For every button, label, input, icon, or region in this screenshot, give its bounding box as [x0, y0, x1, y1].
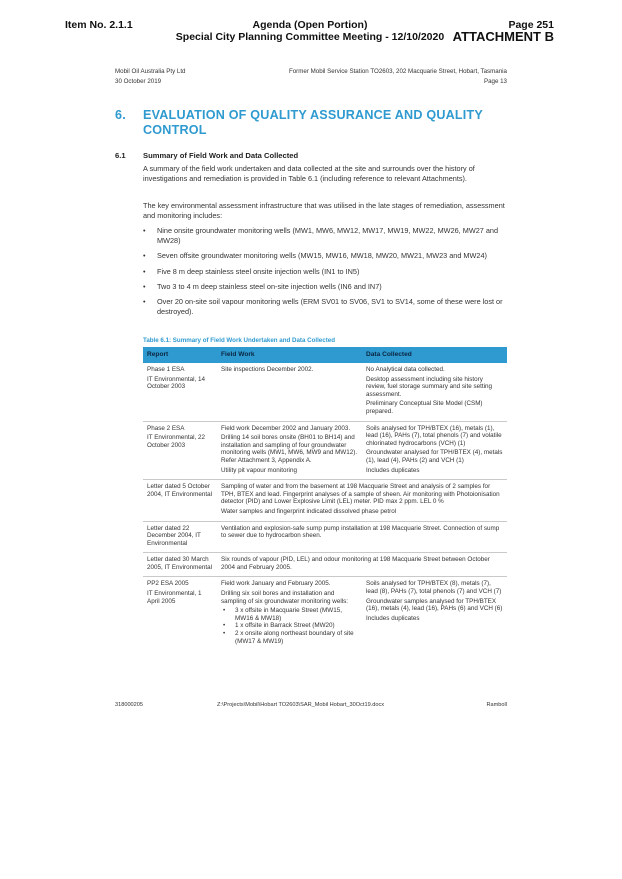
- list-item: • Nine onsite groundwater monitoring wells (MW1, MW6, MW12, MW17, MW19, MW22, MW26, MW27 and MW28): [143, 226, 499, 246]
- table-row: [143, 480, 507, 521]
- report-cell: Phase 2 ESA IT Environmental, 22 October 2003: [143, 421, 217, 480]
- header-report: Report: [143, 347, 217, 363]
- bullet-marker: •: [143, 266, 146, 276]
- section-title-line-1: EVALUATION OF QUALITY ASSURANCE AND QUALITY: [143, 108, 484, 122]
- infrastructure-paragraph: The key environmental assessment infrastructure that was utilised in the late stages of remediation, assessment and monitoring includes:: [143, 201, 505, 221]
- agenda-heading: [150, 19, 470, 43]
- data-collected-cell: No Analytical data collected. Desktop assessment including site history review, fuel storage summary and site setting assessment. Preliminary Conceptual Site Model (CSM) prepared.: [362, 363, 507, 421]
- list-item: • 2 x onsite along northeast boundary of site (MW17 & MW19): [231, 630, 358, 645]
- field-work-cell: Site inspections December 2002.: [217, 363, 362, 421]
- table-row: [143, 521, 507, 553]
- list-item: • 1 x offsite in Barrack Street (MW20): [231, 622, 358, 630]
- doc-meta-left: [115, 67, 186, 87]
- report-cell: Letter dated 22 December 2004, IT Environmental: [143, 521, 217, 553]
- footer-file-path: Z:\Projects\Mobil\Hobart TO2603\SAR_Mobil Hobart_30Oct19.docx: [217, 702, 385, 708]
- header-data-collected: Data Collected: [362, 347, 507, 363]
- infrastructure-list: [143, 226, 513, 322]
- intro-paragraph: A summary of the field work undertaken and data collected at the site and surrounds over the history of investigations and remediation is provided in Table 6.1 (including reference to relevant Attachments).: [143, 164, 475, 184]
- summary-table: [143, 347, 507, 648]
- doc-meta-right: [289, 67, 507, 87]
- agenda-line-2: Special City Planning Committee Meeting - 12/10/2020: [175, 31, 445, 43]
- field-work-cell: Ventilation and explosion-safe sump pump installation at 198 Macquarie Street. Connection of sump to sewer due to hydrocarbon sheen.: [217, 521, 507, 553]
- table-row: [143, 363, 507, 421]
- bullet-marker: •: [143, 281, 146, 291]
- page-attachment: [453, 19, 554, 43]
- bullet-marker: •: [143, 226, 146, 235]
- site-name: Former Mobil Service Station TO2603, 202 Macquarie Street, Hobart, Tasmania: [288, 68, 507, 75]
- doc-page-number: Page 13: [483, 78, 507, 85]
- doc-date: 30 October 2019: [115, 78, 162, 85]
- section-number: 6.: [115, 108, 126, 122]
- table-row: [143, 553, 507, 577]
- company-name: Mobil Oil Australia Pty Ltd: [115, 68, 186, 75]
- field-work-cell: Field work January and February 2005. Drilling six soil bores and installation and sampling of six groundwater monitoring wells: • 3 x offsite in Macquarie Street (MW15, MW16 & MW18) • 1 x offsite in Barrack Street (MW20) • 2 x onsite along northeast boundary of site (MW17 & MW19): [217, 577, 362, 648]
- report-cell: Letter dated 30 March 2005, IT Environmental: [143, 553, 217, 577]
- bullet-marker: •: [143, 251, 146, 261]
- field-work-cell: Six rounds of vapour (PID, LEL) and odour monitoring at 198 Macquarie Street between October 2004 and February 2005.: [217, 553, 507, 577]
- table-row: [143, 421, 507, 480]
- attachment-label: ATTACHMENT B: [452, 29, 554, 44]
- data-collected-cell: Soils analysed for TPH/BTEX (16), metals (1), lead (16), PAHs (7), total phenols (7) and volatile chlorinated hydrocarbons (VCH) (1) Groundwater analysed for TPH/BTEX (4), metals (1), lead (4), PAHs (2) and VCH (1) Includes duplicates: [362, 421, 507, 480]
- subsection-number: 6.1: [115, 151, 126, 160]
- section-title-line-2: CONTROL: [143, 123, 207, 137]
- footer-reference: 318000205: [115, 702, 143, 708]
- report-cell: PP2 ESA 2005 IT Environmental, 1 April 2005: [147, 580, 202, 605]
- item-number: Item No. 2.1.1: [65, 19, 133, 31]
- table-header-row: [143, 347, 507, 363]
- field-work-cell: Sampling of water and from the basement at 198 Macquarie Street and analysis of 2 samples for TPH, BTEX and lead. Fingerprint analyses of a sample of sheen. Air monitoring with Photoionisation detector (PID) and Lower Explosive Limit (LEL) meter. PID max 2 ppm. LEL 0 % Water samples and fingerprint indicated dissolved phase petrol: [217, 480, 507, 521]
- list-item: • Five 8 m deep stainless steel onsite injection wells (IN1 to IN5): [143, 266, 360, 276]
- table-caption: Table 6.1: Summary of Field Work Undertaken and Data Collected: [143, 337, 335, 344]
- table-row: [143, 577, 507, 648]
- field-work-cell: Field work December 2002 and January 2003. Drilling 14 soil bores onsite (BH01 to BH14) and installation and sampling of four groundwater monitoring wells (MW1, MW6, MW9 and MW12). Refer Attachment 3, Appendix A. Utility pit vapour monitoring: [217, 421, 362, 480]
- agenda-page-number: Page 251: [508, 19, 554, 31]
- data-collected-cell: Soils analysed for TPH/BTEX (8), metals (7), lead (8), PAHs (7), total phenols (7) and VCH (7) Groundwater samples analysed for TPH/BTEX (16), metals (4), lead (16), PAHs (6) and VCH (6) Includes duplicates: [366, 580, 503, 622]
- report-cell: Phase 1 ESA IT Environmental, 14 October 2003: [143, 363, 217, 421]
- header-field-work: Field Work: [217, 347, 362, 363]
- agenda-line-1: Agenda (Open Portion): [252, 19, 368, 31]
- list-item: • Two 3 to 4 m deep stainless steel on-site injection wells (IN6 and IN7): [143, 281, 382, 291]
- footer-brand: Ramboll: [486, 702, 507, 708]
- section-title-text: [143, 108, 483, 138]
- field-work-sublist: [221, 607, 358, 645]
- subsection-title: Summary of Field Work and Data Collected: [143, 151, 299, 160]
- list-item: • Over 20 on-site soil vapour monitoring wells (ERM SV01 to SV06, SV1 to SV14, some of these were lost or destroyed).: [143, 297, 503, 317]
- bullet-marker: •: [143, 297, 146, 307]
- list-item: • 3 x offsite in Macquarie Street (MW15, MW16 & MW18): [231, 607, 358, 622]
- report-cell: Letter dated 5 October 2004, IT Environmental: [143, 480, 217, 521]
- list-item: • Seven offsite groundwater monitoring wells (MW15, MW16, MW18, MW20, MW21, MW23 and MW24): [143, 251, 487, 261]
